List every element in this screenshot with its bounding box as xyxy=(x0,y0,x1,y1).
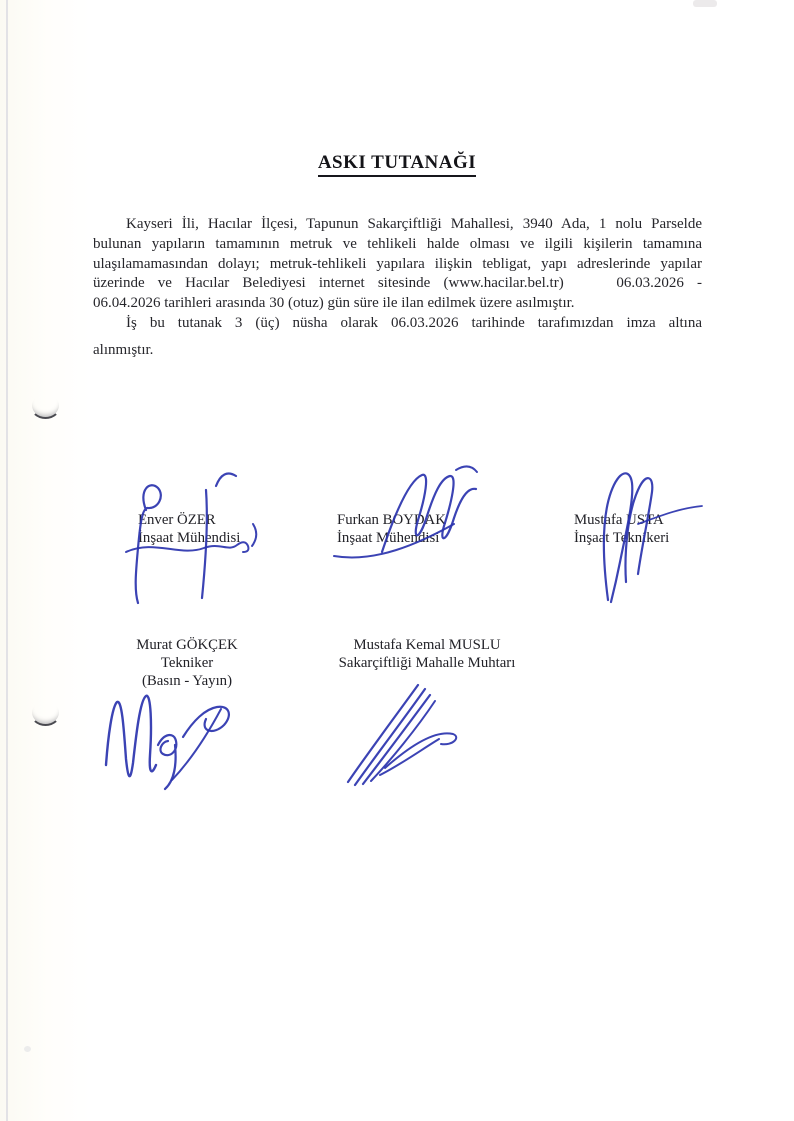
document-body xyxy=(93,215,702,361)
signatory-name: Furkan BOYDAK xyxy=(337,512,446,528)
signatory-mustafa-kemal-muslu xyxy=(327,636,527,672)
punch-hole-top-icon xyxy=(30,392,61,419)
signatory-role: Sakarçiftliği Mahalle Muhtarı xyxy=(338,655,516,671)
signatory-name: Murat GÖKÇEK xyxy=(136,637,238,653)
signatory-subrole: (Basın - Yayın) xyxy=(141,673,233,689)
body-line: bulunan yapıların tamamının metruk ve tehlikeli halde olması ve ilgili kişilerin tamamına xyxy=(93,235,702,252)
punch-hole-bottom-icon xyxy=(30,699,61,726)
signatory-role: Tekniker xyxy=(160,655,214,671)
scan-artifact-speck xyxy=(24,1046,31,1052)
signatory-murat-gokcek xyxy=(112,636,262,690)
signatory-name: Mustafa Kemal MUSLU xyxy=(353,637,501,653)
body-line: İş bu tutanak 3 (üç) nüsha olarak 06.03.2026 tarihinde tarafımızdan imza altına xyxy=(126,314,702,331)
signature-furkan-boydak-ink xyxy=(330,460,482,568)
paragraph-1 xyxy=(93,215,702,314)
signatory-name: Enver ÖZER xyxy=(138,512,216,528)
document-title: ASKI TUTANAĞI xyxy=(318,152,476,177)
body-line: Kayseri İli, Hacılar İlçesi, Tapunun Sakarçiftliği Mahallesi, 3940 Ada, 1 nolu Parselde xyxy=(126,216,702,232)
body-line: ulaşılamamasından dolayı; metruk-tehlikeli yapılara ilişkin tebligat, yapı adreslerinde yapılar xyxy=(93,255,702,272)
signatory-role: İnşaat Mühendisi xyxy=(138,530,241,546)
body-line: alınmıştır. xyxy=(93,341,154,358)
signature-mustafa-usta-ink xyxy=(576,450,721,610)
title-row xyxy=(0,152,794,177)
signature-mustafa-kemal-muslu-ink xyxy=(330,668,475,793)
body-line: 06.04.2026 tarihleri arasında 30 (otuz) gün süre ile ilan edilmek üzere asılmıştır. xyxy=(93,295,575,312)
signatory-role: İnşaat Mühendisi xyxy=(337,530,440,546)
body-line: üzerinde ve Hacılar Belediyesi internet sitesinde (www.hacilar.bel.tr) 06.03.2026 - xyxy=(93,275,702,292)
signatory-name: Mustafa USTA xyxy=(574,512,664,528)
scan-artifact-smudge xyxy=(693,0,717,7)
signatory-role: İnşaat Teknikeri xyxy=(574,530,670,546)
signature-enver-ozer-ink xyxy=(120,460,270,610)
signature-murat-gokcek-ink xyxy=(98,683,248,795)
paragraph-2 xyxy=(93,314,702,361)
